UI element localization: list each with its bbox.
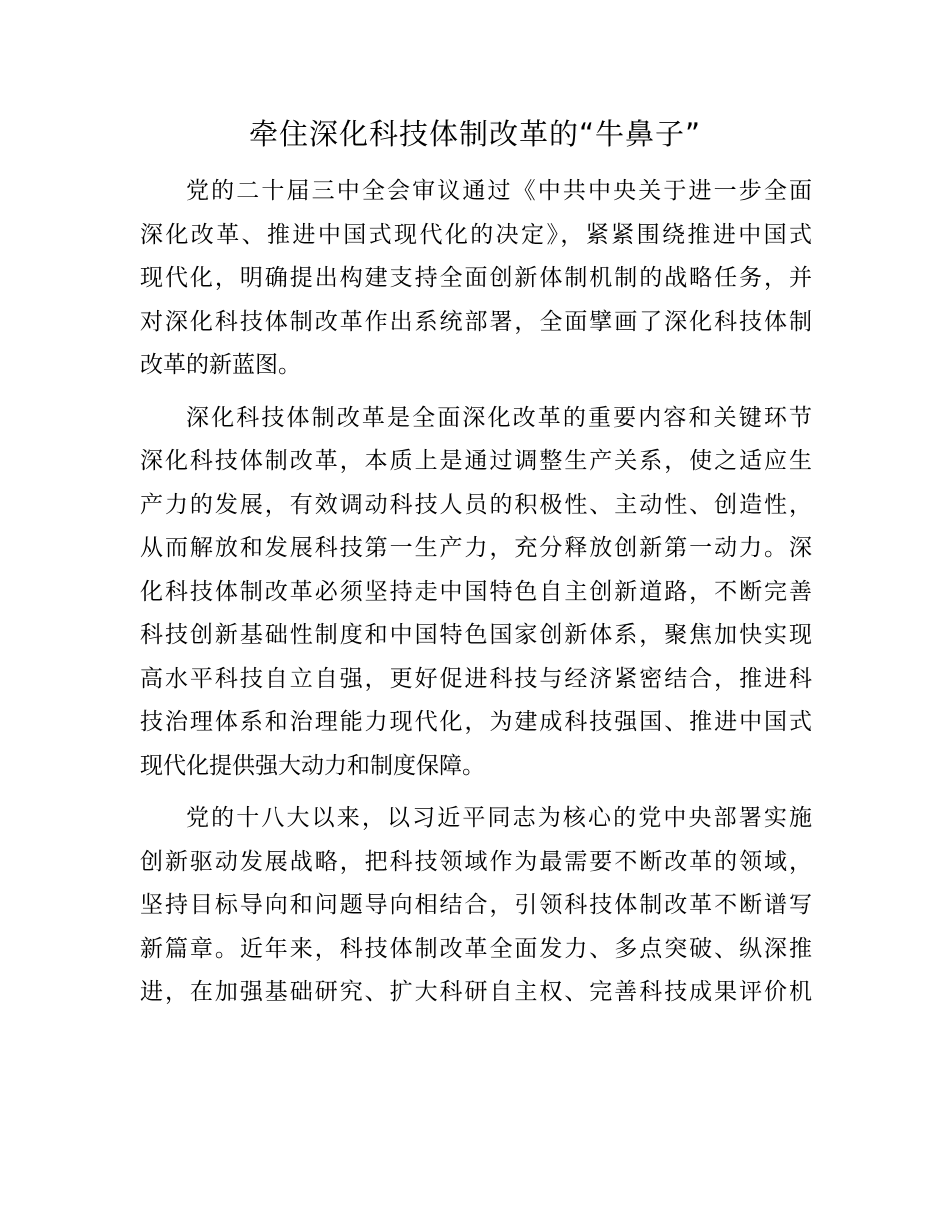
- paragraph: [140, 397, 812, 789]
- text-line: 现代化提供强大动力和制度保障。: [140, 752, 485, 779]
- text-line: 高水平科技自立自强，更好促进科技与经济紧密结合，推进科: [140, 665, 812, 692]
- text-line: 技治理体系和治理能力现代化，为建成科技强国、推进中国式: [140, 709, 812, 735]
- text-line: 从而解放和发展科技第一生产力，充分释放创新第一动力。深: [140, 535, 812, 561]
- document-title: 牵住深化科技体制改革的“牛鼻子”: [248, 117, 702, 151]
- text-line: 党的二十届三中全会审议通过《中共中央关于进一步全面: [186, 178, 812, 204]
- text-line: 新篇章。近年来，科技体制改革全面发力、多点突破、纵深推: [140, 935, 812, 962]
- text-line: 科技创新基础性制度和中国特色国家创新体系，聚焦加快实现: [140, 622, 812, 648]
- text-line: 改革的新蓝图。: [140, 352, 301, 378]
- text-line: 现代化，明确提出构建支持全面创新体制机制的战略任务，并: [140, 265, 812, 291]
- text-line: 创新驱动发展战略，把科技领域作为最需要不断改革的领域，: [140, 848, 812, 875]
- text-line: 产力的发展，有效调动科技人员的积极性、主动性、创造性，: [140, 491, 812, 518]
- text-line: 党的十八大以来，以习近平同志为核心的党中央部署实施: [186, 805, 812, 831]
- text-line: 化科技体制改革必须坚持走中国特色自主创新道路，不断完善: [140, 578, 812, 605]
- text-line: 坚持目标导向和问题导向相结合，引领科技体制改革不断谱写: [140, 892, 812, 918]
- text-line: 深化科技体制改革，本质上是通过调整生产关系，使之适应生: [140, 448, 812, 474]
- text-line: 深化改革、推进中国式现代化的决定》，紧紧围绕推进中国式: [140, 221, 812, 248]
- text-line: 对深化科技体制改革作出系统部署，全面擘画了深化科技体制: [140, 308, 812, 335]
- document-body: [140, 170, 812, 1024]
- text-line: 深化科技体制改革是全面深化改革的重要内容和关键环节: [186, 404, 812, 431]
- text-line: 进，在加强基础研究、扩大科研自主权、完善科技成果评价机: [140, 979, 812, 1005]
- paragraph: [140, 797, 812, 1015]
- paragraph: [140, 170, 812, 388]
